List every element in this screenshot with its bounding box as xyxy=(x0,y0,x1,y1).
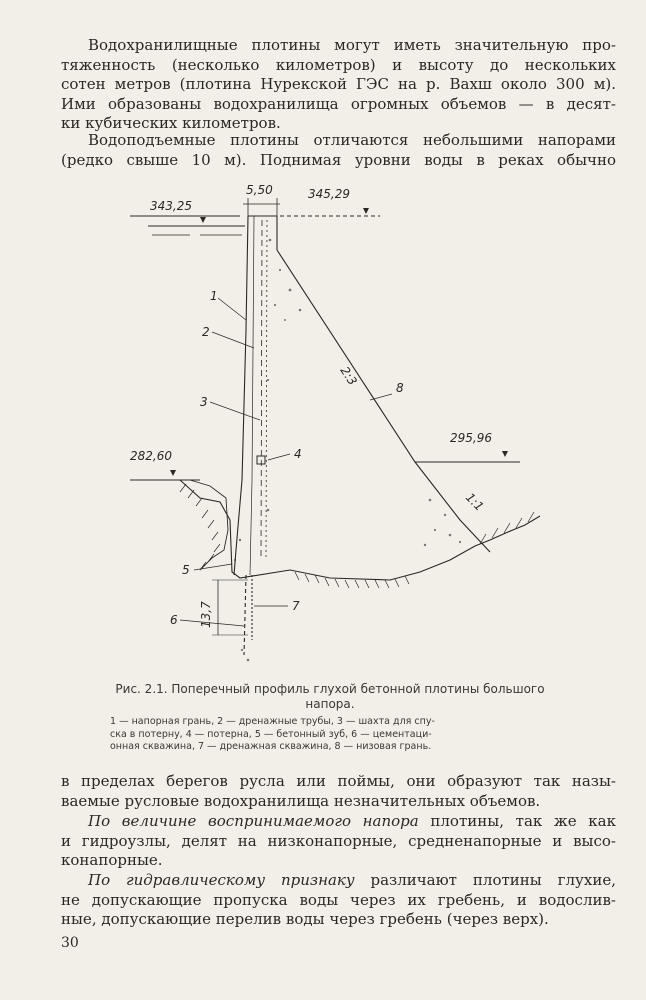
label-slope-lower: 1:1 xyxy=(462,490,487,514)
italic-lead: По величине воспринимаемого напора xyxy=(88,812,419,830)
label-crest-width: 5,50 xyxy=(246,183,273,197)
legend-line: ска в потерну, 4 — потерна, 5 — бетонный зуб, 6 — цементаци- xyxy=(110,728,432,740)
level-marker xyxy=(502,451,508,457)
leader-5 xyxy=(194,564,232,570)
leader-4 xyxy=(268,454,290,460)
callout-1: 1 xyxy=(210,289,218,303)
label-crest-level: 345,29 xyxy=(308,187,350,201)
text-line: (редко свыше 10 м). Поднимая уровни воды в реках обычно xyxy=(61,150,616,169)
paragraph-lifting-dams xyxy=(61,131,616,170)
text-line: ваемые русловые водохранилища незначительных объемов. xyxy=(61,791,541,810)
text-fragment: плотины, так же как xyxy=(418,812,616,830)
text-line: сотен метров (плотина Нурекской ГЭС на р. Вахш около 300 м). xyxy=(61,75,616,93)
downstream-face xyxy=(277,216,490,552)
drainage-pipes xyxy=(261,220,262,560)
callout-6: 6 xyxy=(170,613,178,627)
level-marker xyxy=(363,208,369,214)
italic-lead: По гидравлическому признаку xyxy=(88,871,355,889)
label-left-level: 282,60 xyxy=(130,449,172,463)
callout-4: 4 xyxy=(294,447,302,461)
label-slope-upper: 2:3 xyxy=(337,364,360,388)
text-line xyxy=(61,871,616,891)
text-line: в пределах берегов русла или поймы, они образуют так назы- xyxy=(61,772,616,790)
legend-line: онная скважина, 7 — дренажная скважина, 8 — низовая грань. xyxy=(110,741,432,752)
callout-5: 5 xyxy=(182,563,190,577)
text-line: ные, допускающие перелив воды через гребень (через верх). xyxy=(61,910,549,928)
paragraph-by-head xyxy=(61,812,616,871)
text-line: Водоподъемные плотины отличаются небольшими напорами xyxy=(88,131,616,149)
level-marker xyxy=(200,217,206,223)
paragraph-reservoir-dams xyxy=(61,36,616,134)
text-line: не допускающие пропуска воды через их гребень, и водослив- xyxy=(61,890,616,909)
text-line: Водохранилищные плотины могут иметь значительную про- xyxy=(88,36,616,54)
legend-line: 1 — напорная грань, 2 — дренажные трубы, 3 — шахта для спу- xyxy=(110,716,435,727)
upstream-face xyxy=(234,216,248,575)
level-marker xyxy=(170,470,176,476)
text-line: тяженность (несколько километров) и высоту до нескольких xyxy=(61,55,616,74)
concrete-stipple xyxy=(234,239,461,662)
leader-1 xyxy=(218,298,246,320)
text-fragment: различают плотины глухие, xyxy=(354,871,616,889)
callout-7: 7 xyxy=(292,599,300,613)
page-number: 30 xyxy=(61,935,79,951)
text-line: ки кубических километров. xyxy=(61,114,281,132)
figure-legend xyxy=(110,716,550,754)
text-line xyxy=(61,812,616,832)
label-downstream-level: 295,96 xyxy=(450,431,492,445)
callout-2: 2 xyxy=(202,325,210,339)
text-line: Ими образованы водохранилища огромных объемов — в десят- xyxy=(61,94,616,113)
paragraph-by-hydraulics xyxy=(61,871,616,930)
label-depth: 13,7 xyxy=(199,601,213,628)
grout-curtain xyxy=(244,575,246,655)
text-line: конапорные. xyxy=(61,851,163,869)
dam-profile-figure xyxy=(130,180,560,675)
paragraph-channel-reservoirs xyxy=(61,772,616,811)
text-line: и гидроузлы, делят на низконапорные, средненапорные и высо- xyxy=(61,831,616,850)
leader-2 xyxy=(212,332,254,348)
label-upstream-level: 343,25 xyxy=(150,199,192,213)
callout-3: 3 xyxy=(200,395,208,409)
callout-8: 8 xyxy=(396,381,404,395)
figure-caption: Рис. 2.1. Поперечный профиль глухой бетонной плотины большого напора. xyxy=(115,682,545,711)
